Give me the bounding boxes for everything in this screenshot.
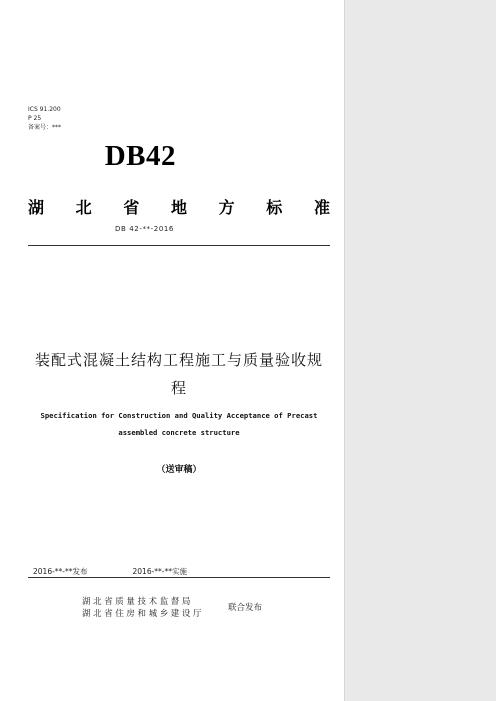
joint-release-label: 联合发布 (228, 603, 263, 613)
header-divider (28, 245, 330, 246)
standard-type-char: 标 (266, 198, 283, 217)
title-english-line-1: Specification for Construction and Quality Acceptance of Precast (40, 411, 318, 420)
standard-type-char: 省 (123, 198, 140, 217)
issuer-quality-bureau: 湖北省质量技术监督局 (82, 597, 194, 607)
ics-code: ICS 91.200 (28, 106, 61, 113)
standard-type-char: 北 (75, 198, 92, 217)
draft-label: （送审稿） (156, 465, 202, 475)
title-chinese-line-2: 程 (170, 379, 187, 397)
footer-divider (28, 577, 330, 578)
effective-date: 2016-**-**实施 (132, 567, 187, 576)
ccs-code: P 25 (28, 115, 42, 122)
standard-number: DB 42-**-2016 (115, 225, 174, 233)
record-number: 备案号：*** (28, 124, 62, 131)
standard-type-char: 湖 (28, 198, 45, 217)
comment-margin-panel (344, 0, 496, 701)
title-chinese-line-1: 装配式混凝土结构工程施工与质量验收规 (34, 351, 323, 369)
standard-type-char: 准 (313, 198, 330, 217)
issuer-housing-department: 湖北省住房和城乡建设厅 (82, 609, 205, 619)
standard-type-char: 方 (218, 198, 235, 217)
title-english-line-2: assembled concrete structure (118, 428, 240, 437)
standard-code: DB42 (104, 140, 176, 172)
standard-type-char: 地 (170, 198, 187, 217)
standard-type-title (28, 195, 330, 218)
release-date: 2016-**-**发布 (33, 567, 88, 576)
